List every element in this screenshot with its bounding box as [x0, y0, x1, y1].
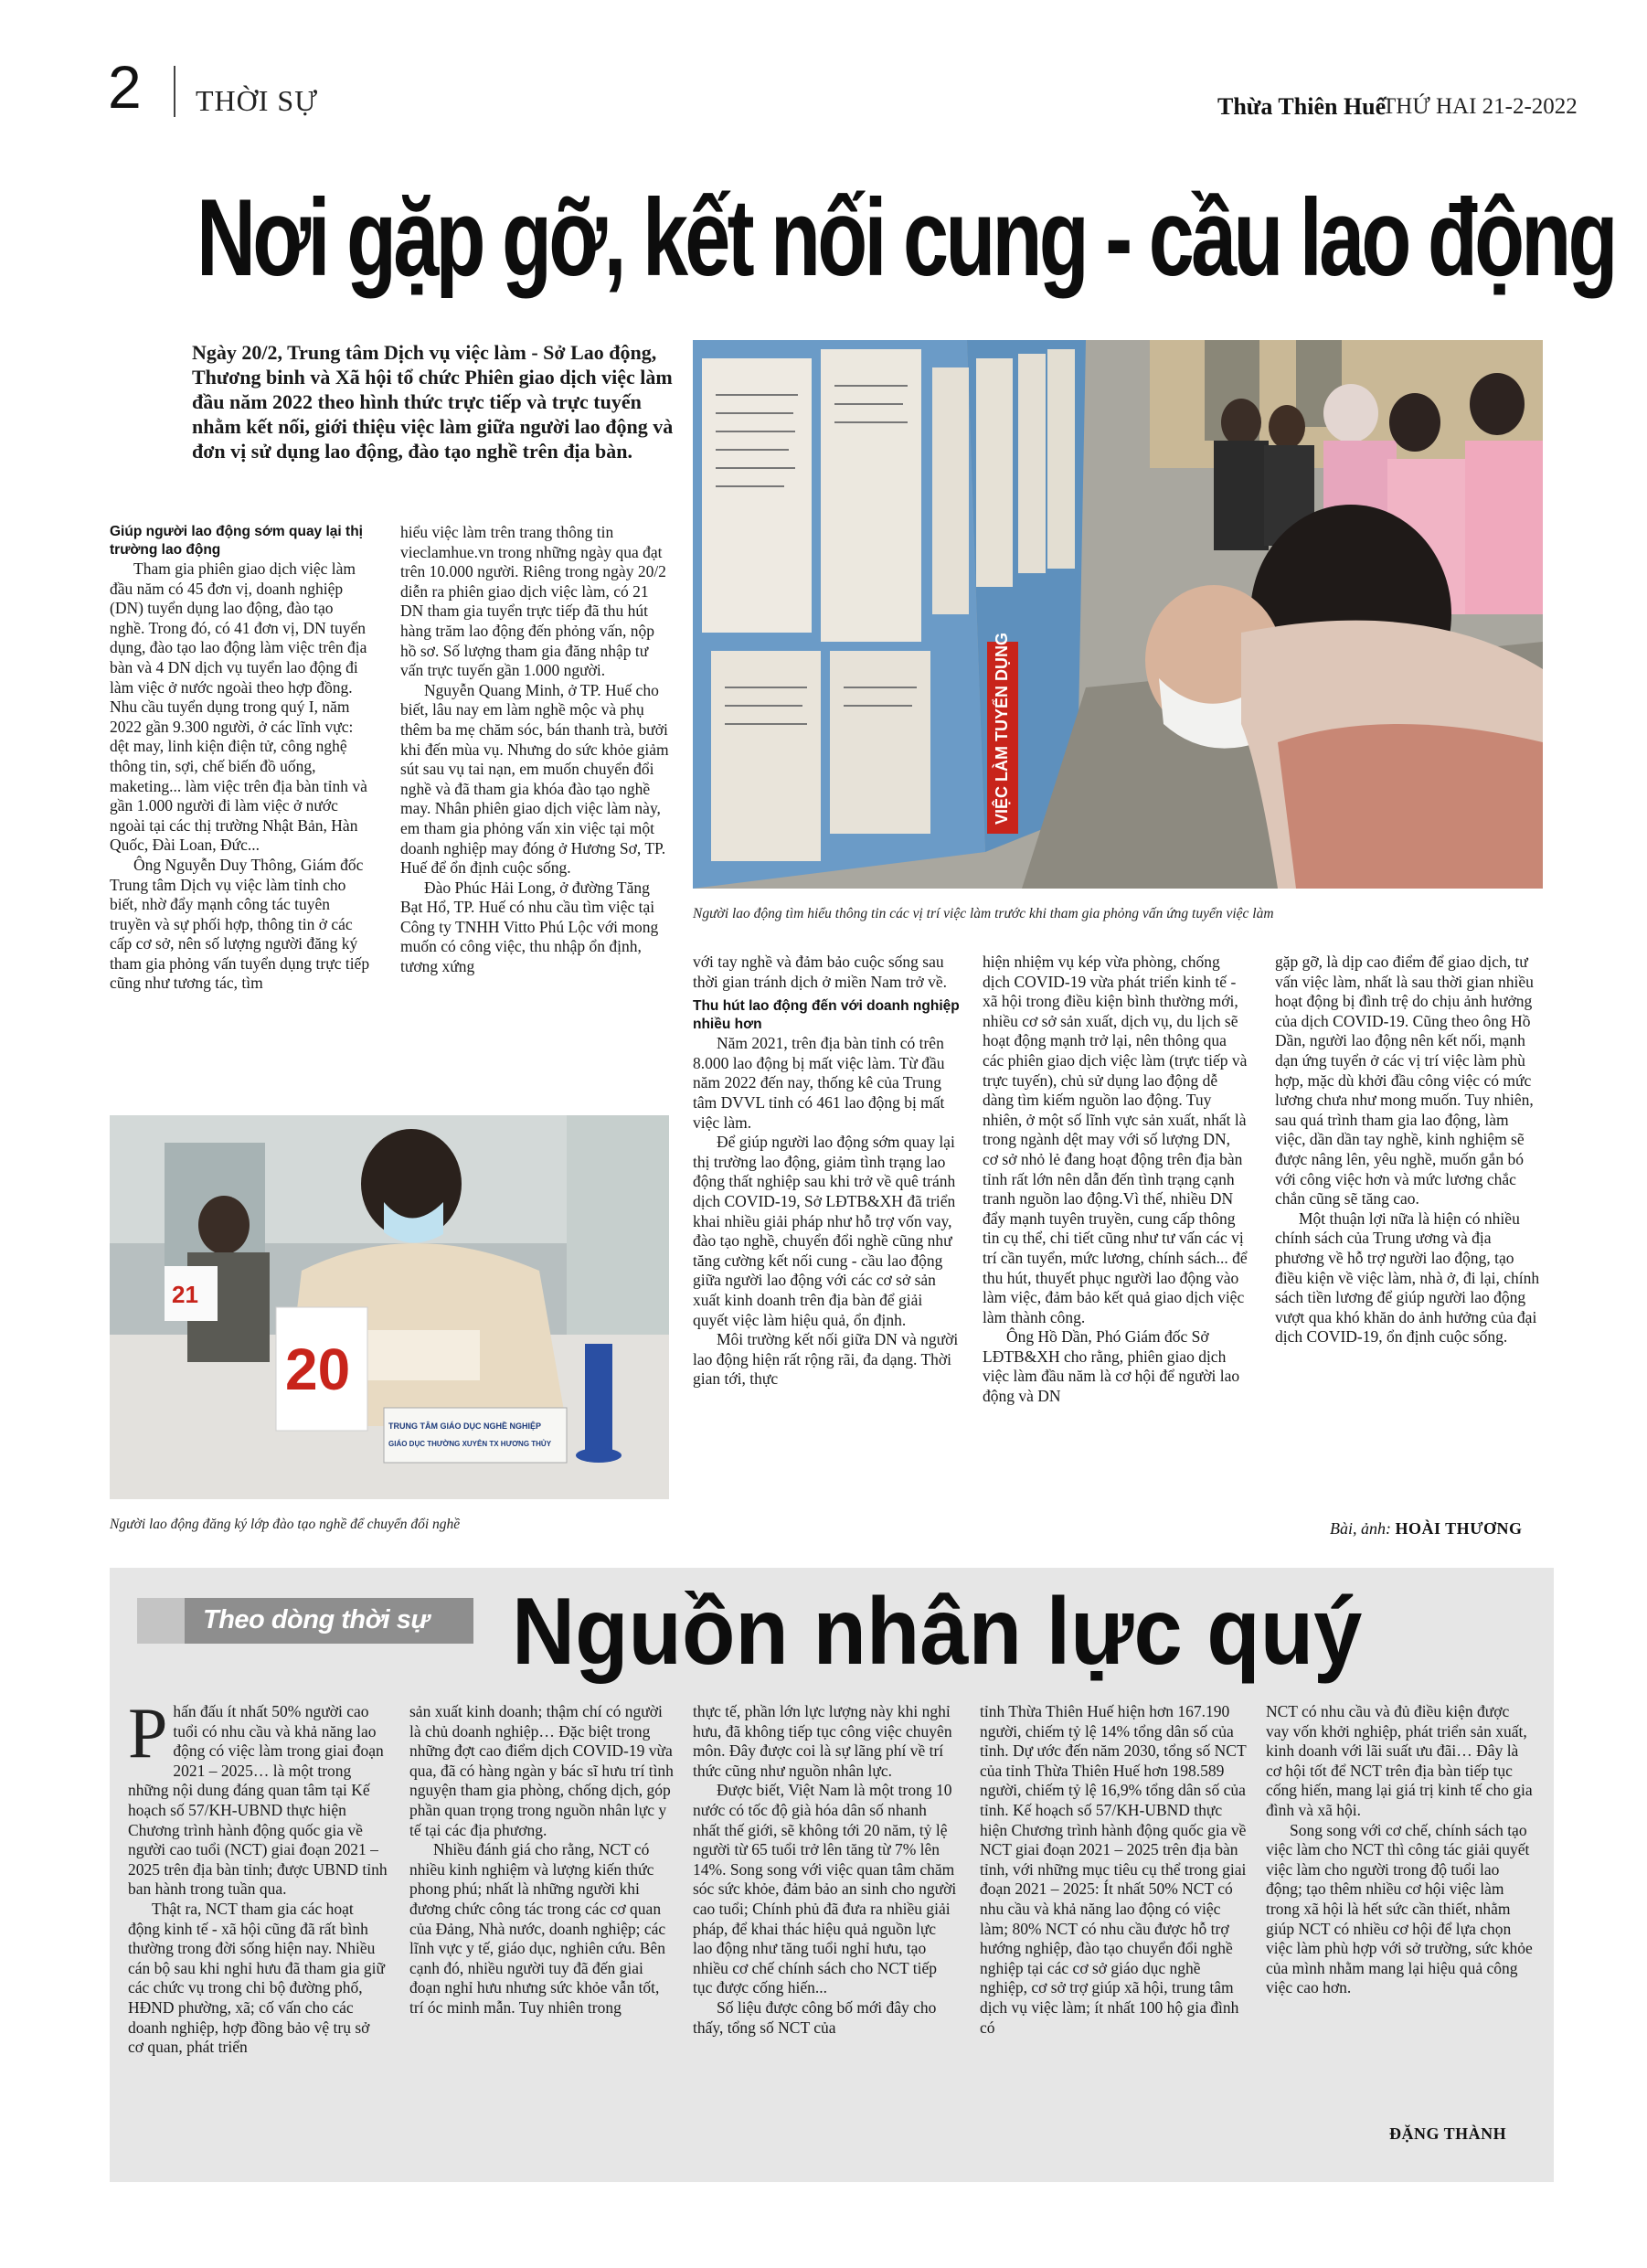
commentary-paragraph: Nhiều đánh giá cho rằng, NCT có nhiều kinh nghiệm và lượng kiến thức phong phú; nhất là những người khi đương chức công tác trong các cơ quan của Đảng, Nhà nước, doanh nghiệp; các lĩnh vực y tế, giáo dục, nghiên cứu. Bên cạnh đó, nhiều người tuy đã đến giai đoạn nghỉ hưu nhưng sức khỏe vẫn tốt, trí óc minh mẫn. Tuy nhiên trong	[409, 1840, 666, 2017]
commentary-tag-stripe	[137, 1598, 185, 1644]
article-paragraph: Nguyễn Quang Minh, ở TP. Huế cho biết, lâu nay em làm nghề mộc và phụ thêm ba mẹ chăm sóc, bán thanh trà, bưởi khi đến mùa vụ. Nhưng do sức khỏe giảm sút sau vụ tai nạn, em muốn chuyển đổi nghề và đã tham gia khóa đào tạo nghề may. Nhân phiên giao dịch việc làm này, em tham gia phỏng vấn xin việc tại một doanh nghiệp may đóng ở Hương Sơ, TP. Huế để ổn định cuộc sống.	[400, 680, 669, 878]
commentary-paragraph: NCT có nhu cầu và đủ điều kiện được vay vốn khởi nghiệp, phát triển sản xuất, kinh doanh với lãi suất ưu đãi… Đây là cơ hội tốt để NCT trên địa bàn tiếp tục cống hiến, mang lại giá trị kinh tế cho gia đình và xã hội.	[1266, 1702, 1533, 1819]
article-paragraph: hiện nhiệm vụ kép vừa phòng, chống dịch COVID-19 vừa phát triển kinh tế - xã hội trong điều kiện bình thường mới, nhiều cơ sở sản xuất, dịch vụ, du lịch sẽ hoạt động mạnh trở lại, nên thông qua các phiên giao dịch việc làm (trực tiếp và trực tuyến), chủ sử dụng lao động dễ dàng tìm kiếm nguồn lao động. Tuy nhiên, ở một số lĩnh vực sản xuất, nhất là trong ngành dệt may với số lượng DN, cơ sở nhỏ lẻ đang hoạt động trên địa bàn tỉnh rất lớn nên dẫn đến tình trạng cạnh tranh nguồn lao động.Vì thế, nhiều DN đẩy mạnh tuyên truyền, cung cấp thông tin cụ thể, chi tiết cũng như tư vấn các vị trí cần tuyển, mức lương, chính sách... để thu hút, thuyết phục người lao động vào làm việc, đảm bảo kết quả giao dịch việc làm thành công.	[983, 953, 1248, 1326]
article-paragraph: Ông Hồ Dần, Phó Giám đốc Sở LĐTB&XH cho rằng, phiên giao dịch việc làm đầu năm là cơ hội để người lao động và DN	[983, 1327, 1240, 1406]
byline-prefix: Bài, ảnh:	[1330, 1519, 1391, 1538]
main-headline: Nơi gặp gỡ, kết nối cung - cầu lao động	[197, 176, 1615, 299]
caption-job-board: Người lao động tìm hiểu thông tin các vị trí việc làm trước khi tham gia phỏng vấn ứng tuyển việc làm	[693, 906, 1274, 921]
desk-sign-line1: TRUNG TÂM GIÁO DỤC NGHỀ NGHIỆP	[388, 1421, 542, 1431]
article-paragraph: hiểu việc làm trên trang thông tin vieclamhue.vn trong những ngày qua đạt trên 10.000 người. Riêng trong ngày 20/2 diễn ra phiên giao dịch việc làm, có 21 DN tham gia tuyển trực tiếp đã thu hút hàng trăm lao động đến phỏng vấn, nộp hồ sơ. Số lượng tham gia đăng nhập tư vấn trực tuyến gần 1.000 người.	[400, 523, 666, 680]
article-paragraph: Tham gia phiên giao dịch việc làm đầu năm có 45 đơn vị, doanh nghiệp (DN) tuyển dụng lao động, đào tạo nghề. Trong đó, có 41 đơn vị, DN tuyển dụng, đào tạo lao động làm việc trên địa bàn và 4 DN dịch vụ tuyển lao động đi làm việc ở nước ngoài theo hợp đồng. Nhu cầu tuyển dụng trong quý I, năm 2022 gần 9.300 người, ở các lĩnh vực: dệt may, linh kiện điện tử, công nghệ thông tin, sợi, chế biến đồ uống, maketing... làm việc trên địa bàn tỉnh và gần 1.000 người đi làm việc ở nước ngoài tại các thị trường Nhật Bản, Hàn Quốc, Đài Loan, Đức...	[110, 559, 367, 855]
commentary-paragraph: Song song với cơ chế, chính sách tạo việc làm cho NCT thì công tác giải quyết việc làm cho người trong độ tuổi lao động; tạo thêm nhiều cơ hội việc làm trong xã hội là hết sức cần thiết, nhằm giúp NCT có nhiều cơ hội để lựa chọn việc làm phù hợp với sở trường, sức khỏe của mình nhằm mang lại hiệu quả công việc cao hơn.	[1266, 1820, 1533, 1997]
article-paragraph: Năm 2021, trên địa bàn tỉnh có trên 8.000 lao động bị mất việc làm. Từ đầu năm 2022 đến nay, thống kê của Trung tâm DVVL tỉnh có 461 lao động bị mất việc làm.	[693, 1034, 945, 1132]
dropcap-letter: P	[128, 1693, 168, 1773]
page-number: 2	[108, 53, 142, 121]
newspaper-name: Thừa Thiên Huế	[1217, 93, 1387, 120]
subhead-return-market: Giúp người lao động sớm quay lại thị trường lao động	[110, 524, 363, 558]
article-column-4	[983, 953, 1249, 1407]
commentary-column-2	[409, 1702, 675, 2018]
article-paragraph: gặp gỡ, là dịp cao điểm để giao dịch, tư vấn việc làm, nhất là sau thời gian nhiều hoạt động bị đình trệ do chịu ảnh hưởng của dịch COVID-19. Cũng theo ông Hồ Dần, người lao động nên kết nối, mạnh dạn ứng tuyển ở các vị trí việc làm phù hợp, mặc dù khởi đầu công việc có mức lương chưa như mong muốn. Tuy nhiên, sau quá trình tham gia lao động, làm việc, dần dần tay nghề, kinh nghiệm sẽ được nâng lên, yêu nghề, muốn gắn bó với công việc hơn và mức lương chắc chắn cũng sẽ tăng cao.	[1275, 953, 1534, 1209]
commentary-paragraph: Số liệu được công bố mới đây cho thấy, tổng số NCT của	[693, 1997, 937, 2037]
commentary-paragraph: Thật ra, NCT tham gia các hoạt động kinh tế - xã hội cũng đã rất bình thường trong đời sống hiện nay. Nhiều cán bộ sau khi nghỉ hưu đã tham gia giữ các chức vụ trong chi bộ đường phố, HĐND phường, xã; cố vấn cho các doanh nghiệp, hợp đồng bảo vệ trụ sở cơ quan, phát triển	[128, 1899, 385, 2057]
commentary-tag: Theo dòng thời sự	[203, 1605, 430, 1634]
desk-sign-line2: GIÁO DỤC THƯỜNG XUYÊN TX HƯƠNG THỦY	[388, 1440, 552, 1448]
commentary-paragraph	[128, 1693, 388, 1900]
board-banner-text: VIỆC LÀM TUYỂN DỤNG	[993, 632, 1011, 825]
header-divider	[174, 66, 175, 117]
job-board-illustration	[693, 340, 1543, 889]
commentary-paragraph-text: hấn đấu ít nhất 50% người cao tuổi có nhu cầu và khả năng lao động có việc làm trong giai đoạn 2021 – 2025… là một trong những nội dung đáng quan tâm tại Kế hoạch số 57/KH-UBND thực hiện Chương trình hành động quốc gia về người cao tuổi (NCT) giai đoạn 2021 – 2025 trên địa bàn tỉnh; được UBND tỉnh ban hành trong tuần qua.	[128, 1702, 388, 1899]
article-paragraph: Đào Phúc Hải Long, ở đường Tăng Bạt Hổ, TP. Huế có nhu cầu tìm việc tại Công ty TNHH Vitto Phú Lộc với mong muốn có công việc, thu nhập ổn định, tương xứng	[400, 878, 659, 976]
article-column-1	[110, 523, 370, 994]
article-lead: Ngày 20/2, Trung tâm Dịch vụ việc làm - Sở Lao động, Thương binh và Xã hội tổ chức Phiên giao dịch việc làm đầu năm 2022 theo hình thức trực tiếp và trực tuyến nhằm kết nối, giới thiệu việc làm giữa người lao động và đơn vị sử dụng lao động, đào tạo nghề trên địa bàn.	[192, 341, 674, 463]
commentary-column-4	[980, 1702, 1249, 2038]
registration-illustration	[110, 1115, 669, 1499]
commentary-paragraph: thực tế, phần lớn lực lượng này khi nghỉ hưu, đã không tiếp tục công việc chuyên môn. Đây được coi là sự lãng phí về trí thức cũng như nguồn nhân lực.	[693, 1702, 952, 1780]
article-column-3	[693, 953, 960, 1390]
byline-name: HOÀI THƯƠNG	[1395, 1519, 1523, 1538]
commentary-paragraph: tỉnh Thừa Thiên Huế hiện hơn 167.190 người, chiếm tỷ lệ 14% tổng dân số của tỉnh. Dự ước đến năm 2030, tổng số NCT của tỉnh Thừa Thiên Huế hơn 198.589 người, chiếm tỷ lệ 16,9% tổng dân số của tỉnh. Kế hoạch số 57/KH-UBND thực hiện Chương trình hành động quốc gia về NCT giai đoạn 2021 – 2025 trên địa bàn tỉnh, với những mục tiêu cụ thể trong giai đoạn 2021 – 2025: Ít nhất 50% NCT có nhu cầu và khả năng lao động có việc làm; 80% NCT có nhu cầu được hỗ trợ hướng nghiệp, đào tạo chuyển đổi nghề nghiệp tại các cơ sở giáo dục nghề nghiệp, cơ sở trợ giúp xã hội, trung tâm dịch vụ việc làm; ít nhất 100 hộ gia đình có	[980, 1702, 1247, 2037]
article-column-5	[1275, 953, 1542, 1347]
article-paragraph: Một thuận lợi nữa là hiện có nhiều chính sách của Trung ương và địa phương về hỗ trợ người lao động, tạo điều kiện về việc làm, nhà ở, đi lại, chính sách tiền lương để giúp người lao động vượt qua khó khăn do ảnh hưởng của đại dịch COVID-19, ổn định cuộc sống.	[1275, 1209, 1540, 1347]
article-byline	[1330, 1519, 1523, 1539]
photo-registration	[110, 1115, 669, 1499]
article-paragraph: với tay nghề và đảm bảo cuộc sống sau thời gian tránh dịch ở miền Nam trở về.	[693, 953, 948, 991]
subhead-attract-labor: Thu hút lao động đến với doanh nghiệp nhiều hơn	[693, 998, 960, 1033]
issue-date: THỨ HAI 21-2-2022	[1382, 94, 1578, 119]
commentary-headline: Nguồn nhân lực quý	[512, 1579, 1363, 1685]
commentary-paragraph: sản xuất kinh doanh; thậm chí có người là chủ doanh nghiệp… Đặc biệt trong những đợt cao điểm dịch COVID-19 vừa qua, đã có hàng ngàn y bác sĩ hưu trí tình nguyện tham gia phòng, chống dịch, góp phần quan trọng trong nguồn nhân lực y tế tại các địa phương.	[409, 1702, 674, 1839]
commentary-column-1	[128, 1693, 388, 2058]
desk-number-21: 21	[172, 1281, 198, 1308]
desk-number-20: 20	[285, 1336, 351, 1402]
commentary-column-3	[693, 1702, 958, 2038]
photo-job-board	[693, 340, 1543, 889]
commentary-paragraph: Được biết, Việt Nam là một trong 10 nước có tốc độ già hóa dân số nhanh nhất thế giới, sẽ không tới 20 năm, tỷ lệ người từ 65 tuổi trở lên tăng từ 7% lên 14%. Song song với việc quan tâm chăm sóc sức khỏe, đảm bảo an sinh cho người cao tuổi; Chính phủ đã đưa ra nhiều giải pháp, để khai thác hiệu quả nguồn lực lao động như tăng tuổi nghỉ hưu, tạo nhiều cơ chế chính sách cho NCT tiếp tục được cống hiến...	[693, 1781, 957, 1997]
article-paragraph: Để giúp người lao động sớm quay lại thị trường lao động, giảm tình trạng lao động thất nghiệp sau khi trở về quê tránh dịch COVID-19, Sở LĐTB&XH đã triển khai nhiều giải pháp như hỗ trợ vốn vay, đào tạo nghề, chuyển đổi nghề cũng như tăng cường kết nối cung - cầu lao động giữa người lao động với các cơ sở sản xuất kinh doanh trên địa bàn để giải quyết việc làm hiệu quả, ổn định.	[693, 1133, 956, 1329]
section-name: THỜI SỰ	[196, 84, 319, 117]
article-paragraph: Môi trường kết nối giữa DN và người lao động hiện rất rộng rãi, đa dạng. Thời gian tới, thực	[693, 1330, 959, 1389]
commentary-column-5	[1266, 1702, 1535, 1998]
caption-registration: Người lao động đăng ký lớp đào tạo nghề để chuyển đổi nghề	[110, 1517, 461, 1532]
commentary-byline: ĐẶNG THÀNH	[1389, 2124, 1507, 2143]
article-column-2	[400, 523, 673, 977]
article-paragraph: Ông Nguyễn Duy Thông, Giám đốc Trung tâm Dịch vụ việc làm tỉnh cho biết, nhờ đẩy mạnh công tác tuyên truyền và sự phối hợp, thông tin ở các cấp cơ sở, nên số lượng người đăng ký tham gia phỏng vấn tuyển dụng trực tiếp cũng như tương tác, tìm	[110, 855, 370, 993]
